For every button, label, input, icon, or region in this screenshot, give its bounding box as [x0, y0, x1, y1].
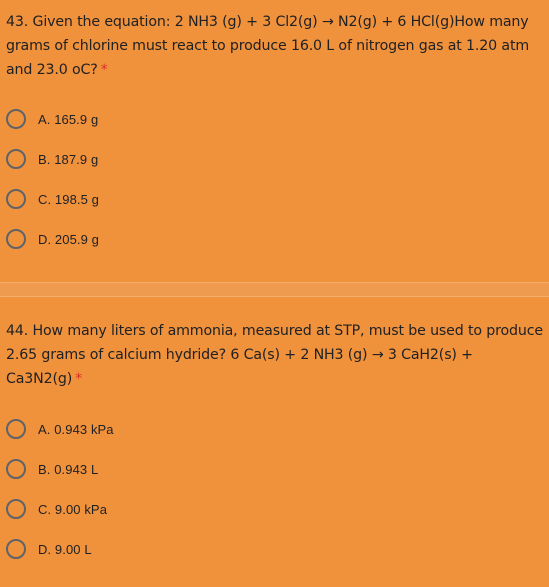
radio-unchecked-icon[interactable] — [6, 459, 26, 479]
option-44-c[interactable] — [6, 497, 107, 521]
option-label: A. 0.943 kPa — [38, 421, 114, 437]
option-44-a[interactable] — [6, 417, 114, 441]
option-label: D. 9.00 L — [38, 541, 92, 557]
question-card-44 — [0, 297, 549, 587]
required-asterisk-43: * — [100, 62, 108, 78]
option-43-d[interactable] — [6, 227, 99, 251]
radio-unchecked-icon[interactable] — [6, 229, 26, 249]
question-title-43 — [6, 10, 546, 82]
radio-unchecked-icon[interactable] — [6, 149, 26, 169]
option-43-a[interactable] — [6, 107, 98, 131]
radio-unchecked-icon[interactable] — [6, 109, 26, 129]
option-label: B. 187.9 g — [38, 151, 99, 167]
option-label: B. 0.943 L — [38, 461, 99, 477]
radio-unchecked-icon[interactable] — [6, 189, 26, 209]
option-label: D. 205.9 g — [38, 231, 99, 247]
option-43-b[interactable] — [6, 147, 98, 171]
option-44-b[interactable] — [6, 457, 98, 481]
question-card-43 — [0, 0, 549, 282]
option-label: A. 165.9 g — [38, 111, 99, 127]
question-text-43: 43. Given the equation: 2 NH3 (g) + 3 Cl2(g) → N2(g) + 6 HCl(g)How many grams of chlorine must react to produce 16.0 L of nitrogen gas at 1.20 atm and 23.0 oC? — [6, 14, 530, 78]
option-44-d[interactable] — [6, 537, 92, 561]
option-label: C. 198.5 g — [38, 191, 99, 207]
required-asterisk-44: * — [75, 371, 83, 387]
card-divider — [0, 282, 549, 297]
radio-unchecked-icon[interactable] — [6, 539, 26, 559]
radio-unchecked-icon[interactable] — [6, 499, 26, 519]
radio-unchecked-icon[interactable] — [6, 419, 26, 439]
option-43-c[interactable] — [6, 187, 99, 211]
question-text-44: 44. How many liters of ammonia, measured at STP, must be used to produce 2.65 grams of calcium hydride? 6 Ca(s) + 2 NH3 (g) → 3 CaH2(s) + Ca3N2(g) — [6, 323, 543, 387]
question-title-44 — [6, 319, 546, 391]
option-label: C. 9.00 kPa — [38, 501, 108, 517]
